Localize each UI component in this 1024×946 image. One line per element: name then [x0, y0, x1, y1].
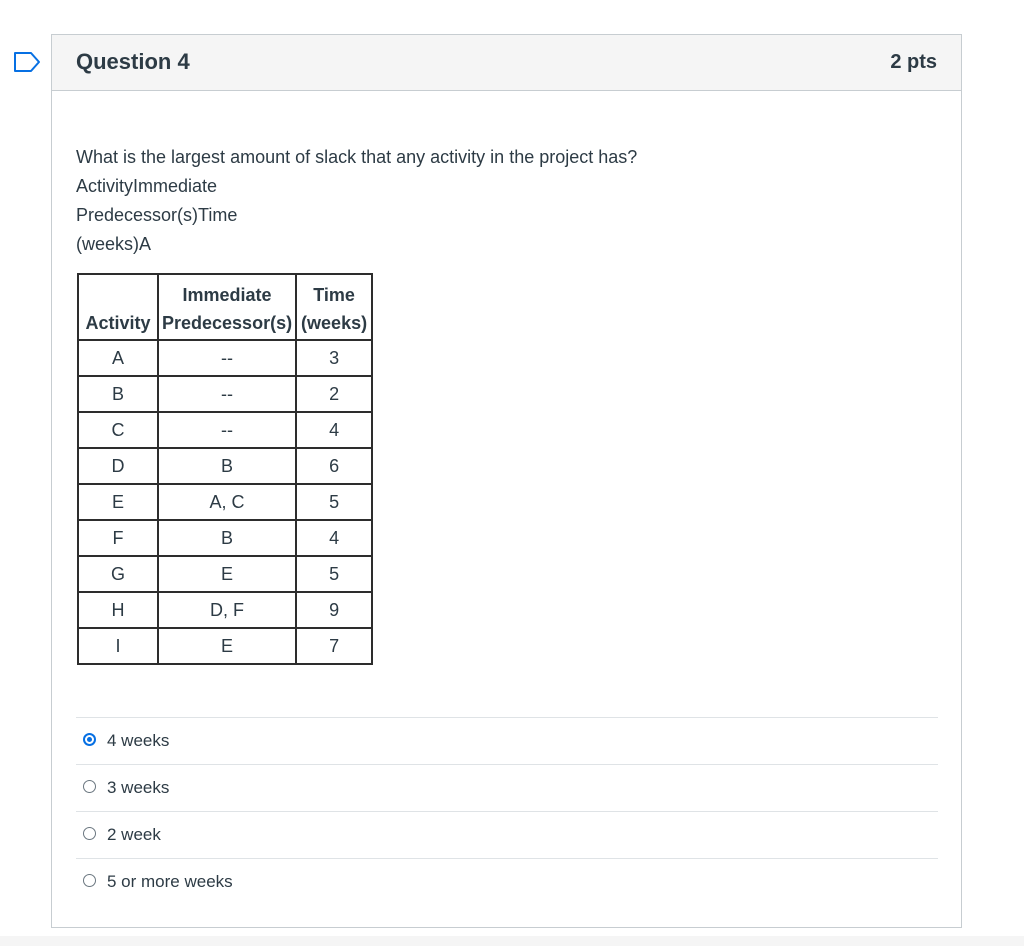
cell-predecessors: --	[158, 340, 296, 376]
cell-time: 4	[296, 412, 372, 448]
cell-time: 7	[296, 628, 372, 664]
header-line: Activity	[85, 313, 151, 333]
answer-label[interactable]: 5 or more weeks	[107, 872, 233, 891]
cell-time: 4	[296, 520, 372, 556]
cell-activity: H	[78, 592, 158, 628]
page-bottom-strip	[0, 936, 1024, 946]
header-line: Predecessor(s)	[162, 313, 293, 333]
table-row	[78, 340, 372, 376]
table-row	[78, 520, 372, 556]
answer-label[interactable]: 3 weeks	[107, 778, 170, 797]
cell-time: 6	[296, 448, 372, 484]
cell-predecessors: A, C	[158, 484, 296, 520]
table-row	[78, 376, 372, 412]
question-text-line: (weeks)A	[76, 234, 152, 254]
table-row	[78, 484, 372, 520]
cell-predecessors: E	[158, 628, 296, 664]
answer-option-4-weeks[interactable]	[76, 717, 938, 764]
cell-time: 9	[296, 592, 372, 628]
cell-activity: E	[78, 484, 158, 520]
radio-button[interactable]	[83, 827, 96, 840]
answer-label[interactable]: 4 weeks	[107, 731, 170, 750]
cell-activity: D	[78, 448, 158, 484]
radio-button[interactable]	[83, 874, 96, 887]
answer-list	[76, 717, 938, 905]
table-row	[78, 556, 372, 592]
question-points: 2 pts	[890, 51, 937, 73]
question-text-line: Predecessor(s)Time	[76, 205, 238, 225]
table-row	[78, 628, 372, 664]
header-line: Immediate	[182, 285, 272, 305]
question-text-line: ActivityImmediate	[76, 176, 218, 196]
answer-option-5-or-more-weeks[interactable]	[76, 858, 938, 905]
table-header-row	[78, 274, 372, 340]
cell-activity: A	[78, 340, 158, 376]
header-time	[296, 274, 372, 340]
cell-predecessors: E	[158, 556, 296, 592]
cell-activity: G	[78, 556, 158, 592]
cell-predecessors: D, F	[158, 592, 296, 628]
cell-activity: I	[78, 628, 158, 664]
radio-button-selected[interactable]	[83, 733, 96, 746]
answer-label[interactable]: 2 week	[107, 825, 161, 844]
cell-time: 5	[296, 556, 372, 592]
cell-predecessors: B	[158, 448, 296, 484]
question-title: Question 4	[76, 49, 190, 74]
cell-activity: C	[78, 412, 158, 448]
question-card	[51, 34, 962, 928]
cell-activity: F	[78, 520, 158, 556]
question-header	[52, 35, 961, 91]
answer-option-2-week[interactable]	[76, 811, 938, 858]
header-predecessors	[158, 274, 296, 340]
cell-activity: B	[78, 376, 158, 412]
cell-predecessors: --	[158, 376, 296, 412]
question-text-line: What is the largest amount of slack that any activity in the project has?	[76, 147, 638, 167]
header-line: (weeks)	[301, 313, 368, 333]
cell-predecessors: --	[158, 412, 296, 448]
header-line: Time	[313, 285, 355, 305]
question-text	[76, 143, 936, 259]
flag-question-icon[interactable]	[13, 51, 41, 73]
table-row	[78, 592, 372, 628]
cell-time: 5	[296, 484, 372, 520]
cell-time: 2	[296, 376, 372, 412]
cell-time: 3	[296, 340, 372, 376]
radio-button[interactable]	[83, 780, 96, 793]
header-activity	[78, 274, 158, 340]
activity-table	[77, 273, 373, 665]
table-row	[78, 412, 372, 448]
table-row	[78, 448, 372, 484]
cell-predecessors: B	[158, 520, 296, 556]
answer-option-3-weeks[interactable]	[76, 764, 938, 811]
